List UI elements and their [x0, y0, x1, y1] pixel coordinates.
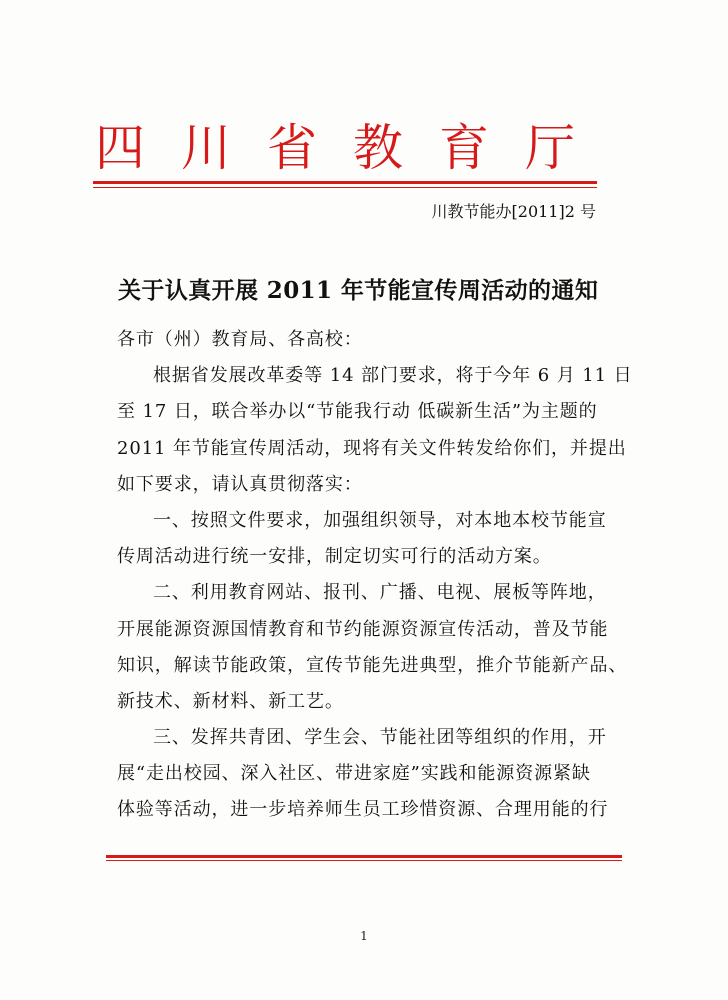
body-line: 展“走出校园、深入社区、带进家庭”实践和能源资源紧缺 [117, 763, 591, 785]
letterhead-rule-thin [93, 187, 597, 188]
body-line: 2011 年节能宣传周活动，现将有关文件转发给你们，并提出 [117, 437, 627, 459]
salutation-line: 各市（州）教育局、各高校： [117, 329, 363, 350]
document-title: 关于认真开展 2011 年节能宣传周活动的通知 [118, 277, 599, 304]
page-number: 1 [360, 929, 368, 943]
body-line: 新技术、新材料、新工艺。 [117, 690, 344, 712]
letterhead-organization: 四川省教育厅 [95, 119, 611, 177]
body-line: 根据省发展改革委等 14 部门要求，将于今年 6 月 11 日 [153, 365, 633, 387]
document-body [117, 322, 633, 829]
body-line: 一、按照文件要求，加强组织领导，对本地本校节能宣 [153, 509, 607, 531]
body-line: 二、利用教育网站、报刊、广播、电视、展板等阵地， [153, 582, 607, 604]
body-line: 传周活动进行统一安排，制定切实可行的活动方案。 [117, 546, 552, 568]
body-line: 至 17 日，联合举办以“节能我行动 低碳新生活”为主题的 [117, 401, 598, 423]
document-number: 川教节能办[2011]2 号 [431, 202, 596, 221]
footer-rule-thick [106, 855, 622, 858]
body-line: 如下要求，请认真贯彻落实： [117, 473, 363, 495]
footer-rule-thin [106, 860, 622, 861]
body-line: 知识，解读节能政策，宣传节能先进典型，推介节能新产品、 [117, 654, 628, 676]
body-line: 体验等活动，进一步培养师生员工珍惜资源、合理用能的行 [117, 799, 609, 821]
body-line: 开展能源资源国情教育和节约能源资源宣传活动，普及节能 [117, 618, 609, 640]
body-line: 三、发挥共青团、学生会、节能社团等组织的作用，开 [153, 727, 607, 749]
letterhead-rule-thick [93, 181, 597, 184]
